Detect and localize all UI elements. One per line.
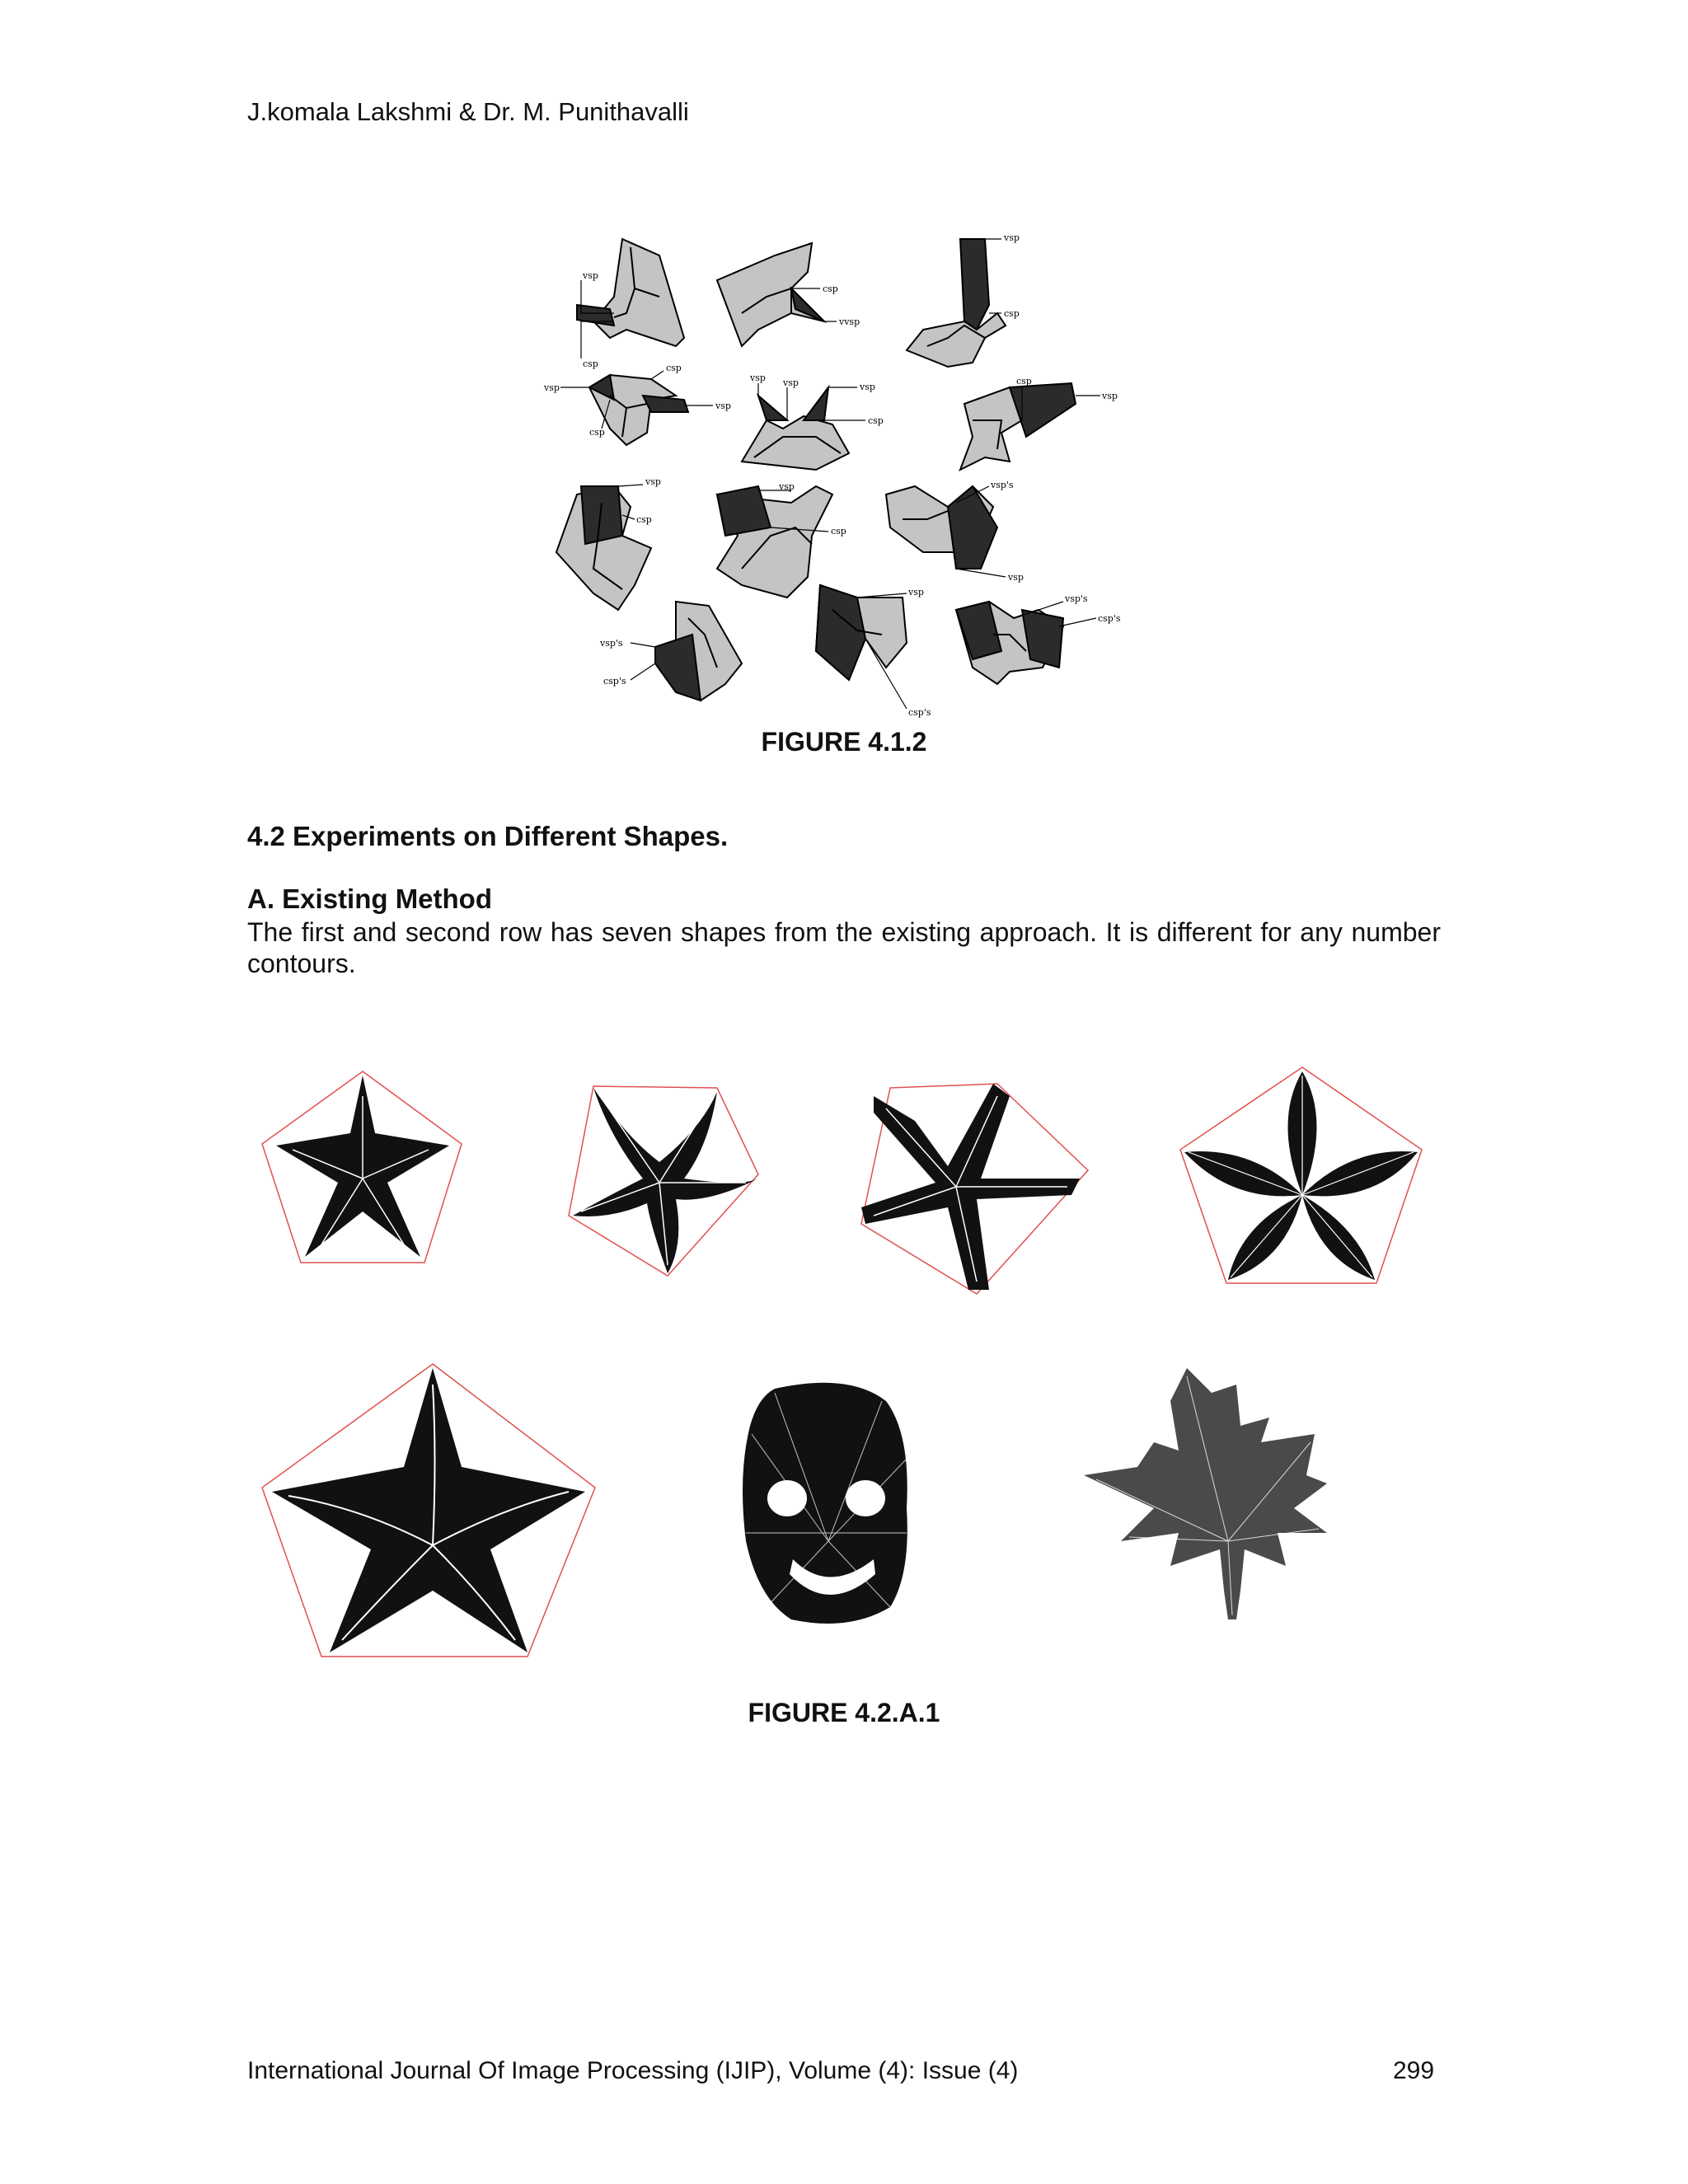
fig1-label: vsp's — [600, 638, 623, 649]
page-number: 299 — [1393, 2057, 1435, 2084]
figure-4-2-a-1 — [0, 1047, 1688, 1706]
figure-4-1-2 — [0, 223, 1688, 964]
running-header: J.komala Lakshmi & Dr. M. Punithavalli — [247, 97, 689, 126]
fig1-label: csp — [868, 415, 884, 426]
subsection-heading: A. Existing Method — [247, 883, 492, 914]
shape-1-2 — [717, 243, 824, 346]
fig1-label: vsp — [783, 377, 799, 388]
fig1-label: vsp — [750, 373, 766, 383]
fig1-label: csp — [583, 359, 598, 369]
fig1-label: csp — [636, 514, 652, 525]
fig1-label: vsp's — [1065, 593, 1088, 604]
fig1-label: vsp — [1102, 391, 1118, 401]
starfish-five-arm — [569, 1086, 758, 1276]
shape-4-2 — [816, 585, 907, 680]
shape-2-3 — [960, 383, 1076, 470]
fig1-label: vsp — [908, 587, 924, 598]
fig1-label: csp — [1016, 376, 1032, 387]
figure-caption-4-1-2: FIGURE 4.1.2 — [761, 727, 927, 757]
fig1-label: vsp — [1004, 232, 1020, 243]
fig1-label: csp — [666, 363, 682, 373]
fig1-label: csp — [823, 284, 838, 294]
fig1-label: csp — [589, 427, 605, 438]
shape-3-1 — [556, 486, 651, 610]
footer-journal: International Journal Of Image Processing (IJIP), Volume (4): Issue (4) — [247, 2057, 1019, 2084]
body-paragraph: The first and second row has seven shapes from the existing approach. It is different for any number contours. — [247, 917, 1441, 978]
fig1-label: vvsp — [839, 316, 860, 327]
figure-caption-4-2-a-1: FIGURE 4.2.A.1 — [748, 1698, 940, 1727]
shape-3-3 — [886, 486, 997, 569]
five-petal-flower — [1180, 1067, 1422, 1283]
fig1-label: vsp — [583, 270, 598, 281]
fig1-label: vsp — [715, 401, 731, 411]
maple-leaf — [1084, 1368, 1327, 1619]
fig1-label: csp — [831, 526, 846, 537]
fig1-label: vsp — [1008, 572, 1024, 583]
fig1-label: vsp — [645, 476, 661, 487]
fig1-label: vsp's — [991, 480, 1014, 490]
spiky-star-large — [262, 1364, 595, 1657]
shape-4-1 — [655, 602, 742, 701]
fig1-label: vsp — [779, 481, 795, 492]
fig1-label: csp's — [603, 676, 626, 687]
shape-1-3 — [907, 239, 1006, 367]
fig1-label: csp's — [1098, 613, 1121, 624]
fig1-label: csp's — [908, 707, 931, 718]
shape-3-2 — [717, 486, 832, 598]
section-heading: 4.2 Experiments on Different Shapes. — [247, 821, 729, 851]
shape-2-2 — [742, 387, 849, 470]
fig1-label: vsp — [860, 382, 875, 392]
spiky-star-small — [262, 1071, 462, 1263]
shape-4-3 — [956, 602, 1063, 684]
jagged-starfish — [861, 1084, 1088, 1294]
shape-1-1 — [577, 239, 684, 346]
fig1-label: vsp — [544, 382, 560, 393]
mask-face — [743, 1383, 907, 1624]
fig1-label: csp — [1004, 308, 1020, 319]
